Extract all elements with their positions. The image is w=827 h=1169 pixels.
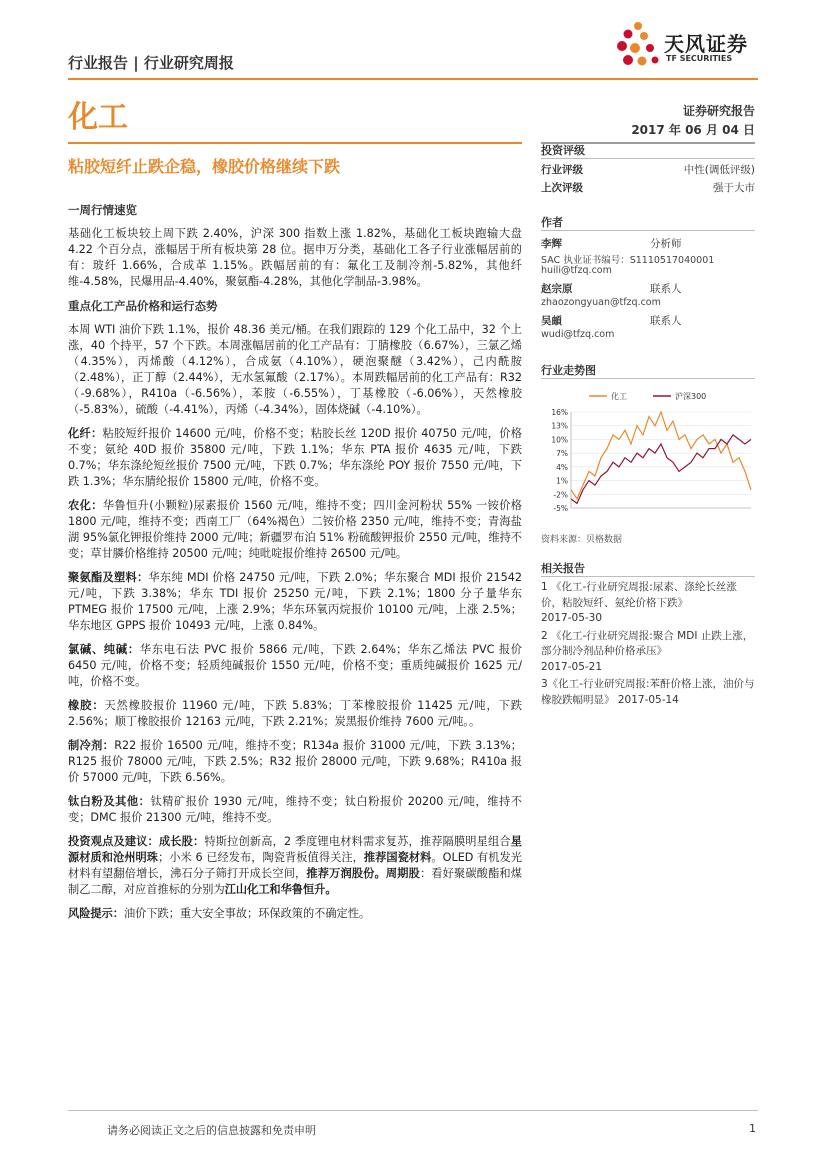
logo-text: 天风证券	[664, 32, 748, 56]
author-rule	[541, 230, 755, 231]
related-report-item[interactable]: 3《化工-行业研究周报:苯酐价格上涨，油价与橡胶跌幅明显》 2017-05-14	[541, 678, 755, 706]
author-3: 吴頔 联系人	[541, 315, 682, 327]
chart-legend-label: 沪深300	[675, 392, 707, 401]
paragraph-rubber: 橡胶：天然橡胶报价 11960 元/吨，下跌 5.83%；丁苯橡胶报价 11425 元/吨，下跌 2.56%；顺丁橡胶报价 12163 元/吨，下跌 2.21%；炭黑报价维持 7600 元/吨。。	[68, 699, 522, 728]
rating-title: 投资评级	[541, 144, 585, 157]
paragraph-fiber: 化纤：粘胶短纤报价 14600 元/吨，价格不变；粘胶长丝 120D 报价 40750 元/吨，价格不变；氨纶 40D 报价 35800 元/吨，下跌 1.1%；华东 PTA 报价 4635 元/吨，下跌 0.7%；华东涤纶短丝报价 7500 元/吨，下跌 0.7%；华东涤纶 POY 报价 7550 元/吨，下跌 1.3%；华东腈纶报价 15800 元/吨，价格不变。	[68, 427, 522, 488]
chart-source: 资料来源：贝格数据	[541, 535, 623, 545]
related-title: 相关报告	[541, 562, 585, 575]
paragraph-investment: 投资观点及建议：成长股：特斯拉创新高，2 季度锂电材料需求复苏，推荐隔膜明星组合星源材质和沧州明珠；小米 6 已经发布，陶瓷背板值得关注，推荐国瓷材料。OLED 有机发光材料有望翻倍增长，沸石分子筛打开成长空间，推荐万润股份。周期股：看好聚碳酸酯和煤制乙二醇，对应首推标的分别为江山化工和华鲁恒升。	[68, 835, 522, 896]
author-2-email[interactable]: zhaozongyuan@tfzq.com	[541, 297, 661, 308]
title-rule	[68, 142, 522, 144]
trend-title: 行业走势图	[541, 364, 596, 377]
related-report-item[interactable]: 1 《化工-行业研究周报:尿素、涤纶长丝涨价，粘胶短纤、氨纶价格下跌》 2017-05-30	[541, 581, 737, 624]
rating-rule	[541, 158, 755, 159]
section-key-products: 重点化工产品价格和运行态势	[68, 299, 218, 313]
author-2: 赵宗原 联系人	[541, 283, 682, 295]
chart-series-line	[571, 412, 751, 499]
industry-rating-value: 中性(调低评级)	[683, 164, 755, 176]
paragraph-market: 基础化工板块较上周下跌 2.40%，沪深 300 指数上涨 1.82%，基础化工板块跑输大盘 4.22 个百分点，涨幅居于所有板块第 28 位。据申万分类，基础化工各子行业涨幅居前的有：玻纤 1.66%，合成革 1.15%。跌幅居前的有：氟化工及制冷剂-5.82%，其他纤维-4.58%，民爆用品-4.40%，聚氨酯-4.28%，其他化学制品-3.98%。	[68, 227, 522, 288]
main-content	[68, 202, 522, 930]
report-category: 行业报告 | 行业研究周报	[68, 54, 234, 72]
chart-ytick-label: -5%	[553, 504, 568, 513]
industry-rating-row: 行业评级 中性(调低评级)	[541, 164, 755, 176]
last-rating-value: 强于大市	[713, 182, 755, 194]
paragraph-products: 本周 WTI 油价下跌 1.1%，报价 48.36 美元/桶。在我们跟踪的 129 个化工品中，32 个上涨，40 个持平，57 个下跌。本周涨幅居前的化工产品有：丁腈橡胶（6.67%），三氯乙烯（4.35%），丙烯酸（4.12%），合成氨（4.10%），硬泡聚醚（3.42%），己内酰胺（2.48%），正丁醇（2.44%），无水氢氟酸（2.17%）。本周跌幅居前的化工产品有：R32（-9.68%），R410a（-6.56%），苯胺（-6.55%），丁基橡胶（-6.06%），天然橡胶（-5.83%），硫酸（-4.41%），丙烯（-4.34%），固体烧碱（-4.10%）。	[68, 323, 522, 416]
trend-rule	[541, 378, 755, 379]
chart-legend-label: 化工	[611, 392, 627, 401]
chart-ytick-label: 16%	[551, 408, 568, 417]
footer-disclaimer: 请务必阅读正文之后的信息披露和免责申明	[107, 1124, 316, 1137]
chart-ytick-label: 10%	[551, 435, 568, 445]
author-title: 作者	[541, 216, 563, 229]
chart-ytick-label: 13%	[551, 421, 568, 431]
report-type: 证券研究报告	[682, 104, 755, 118]
paragraph-refrig: 制冷剂：R22 报价 16500 元/吨，维持不变；R134a 报价 31000 元/吨，下跌 3.13%；R125 报价 78000 元/吨，下跌 2.5%；R32 报价 28000 元/吨，下跌 9.68%；R410a 报价 57000 元/吨，下跌 6.56%。	[68, 739, 522, 784]
logo-subtext: TF SECURITIES	[666, 54, 733, 63]
author-3-email[interactable]: wudi@tfzq.com	[541, 329, 615, 340]
report-title: 粘胶短纤止跌企稳，橡胶价格继续下跌	[68, 157, 341, 176]
footer-rule	[68, 1110, 758, 1111]
paragraph-agri: 农化：华鲁恒升(小颗粒)尿素报价 1560 元/吨，维持不变；四川金河粉状 55% 一铵价格 1800 元/吨，维持不变；西南工厂（64%褐色）二铵价格 2350 元/吨，维持不变；青海盐湖 95%氯化钾报价维持 2000 元/吨；新疆罗布泊 51% 粉硫酸钾报价 2550 元/吨，维持不变；草甘膦价格维持 20500 元/吨；纯吡啶报价维持 26500 元/吨。	[68, 499, 522, 560]
chart-ytick-label: 4%	[556, 462, 568, 472]
related-reports	[541, 580, 755, 710]
last-rating-row: 上次评级 强于大市	[541, 182, 755, 194]
related-report-item[interactable]: 2 《化工-行业研究周报:聚合 MDI 止跌上涨，部分制冷剂品种价格承压》 2017-05-21	[541, 629, 754, 673]
report-date: 2017 年 06 月 04 日	[631, 123, 755, 137]
related-rule	[541, 576, 755, 577]
paragraph-pu: 聚氨酯及塑料：华东纯 MDI 价格 24750 元/吨，下跌 2.0%；华东聚合 MDI 报价 21542 元/吨，下跌 3.38%；华东 TDI 报价 25250 元/吨，下跌 2.1%；1800 分子量华东 PTMEG 报价 17500 元/吨，上涨 2.9%；华东环氧丙烷报价 10100 元/吨，上涨 2.5%；华东地区 GPPS 报价 10493 元/吨，上涨 0.84%。	[68, 571, 522, 632]
section-weekly-overview: 一周行情速览	[68, 203, 137, 217]
author-1-cert: SAC 执业证书编号：S1110517040001	[541, 255, 715, 266]
chart-ytick-label: -2%	[553, 490, 568, 500]
industry-trend-chart	[541, 388, 755, 528]
paragraph-titanium: 钛白粉及其他：钛精矿报价 1930 元/吨，维持不变；钛白粉报价 20200 元/吨，维持不变；DMC 报价 21300 元/吨，维持不变。	[68, 795, 522, 824]
paragraph-risk: 风险提示：油价下跌；重大安全事故；环保政策的不确定性。	[68, 907, 371, 920]
header-rule	[68, 78, 758, 80]
chart-series-line	[571, 435, 751, 504]
sector-title: 化工	[68, 100, 128, 135]
chart-ytick-label: 7%	[556, 449, 568, 459]
paragraph-chlor: 氯碱、纯碱：华东电石法 PVC 报价 5866 元/吨，下跌 2.64%；华东乙烯法 PVC 报价 6450 元/吨，价格不变；轻质纯碱报价 1550 元/吨，价格不变；重质纯碱报价 1625 元/吨，价格不变。	[68, 643, 522, 688]
author-1-email[interactable]: huili@tfzq.com	[541, 265, 612, 276]
page-number: 1	[749, 1122, 756, 1135]
chart-ytick-label: 1%	[556, 476, 568, 486]
author-1: 李辉 分析师	[541, 238, 682, 250]
